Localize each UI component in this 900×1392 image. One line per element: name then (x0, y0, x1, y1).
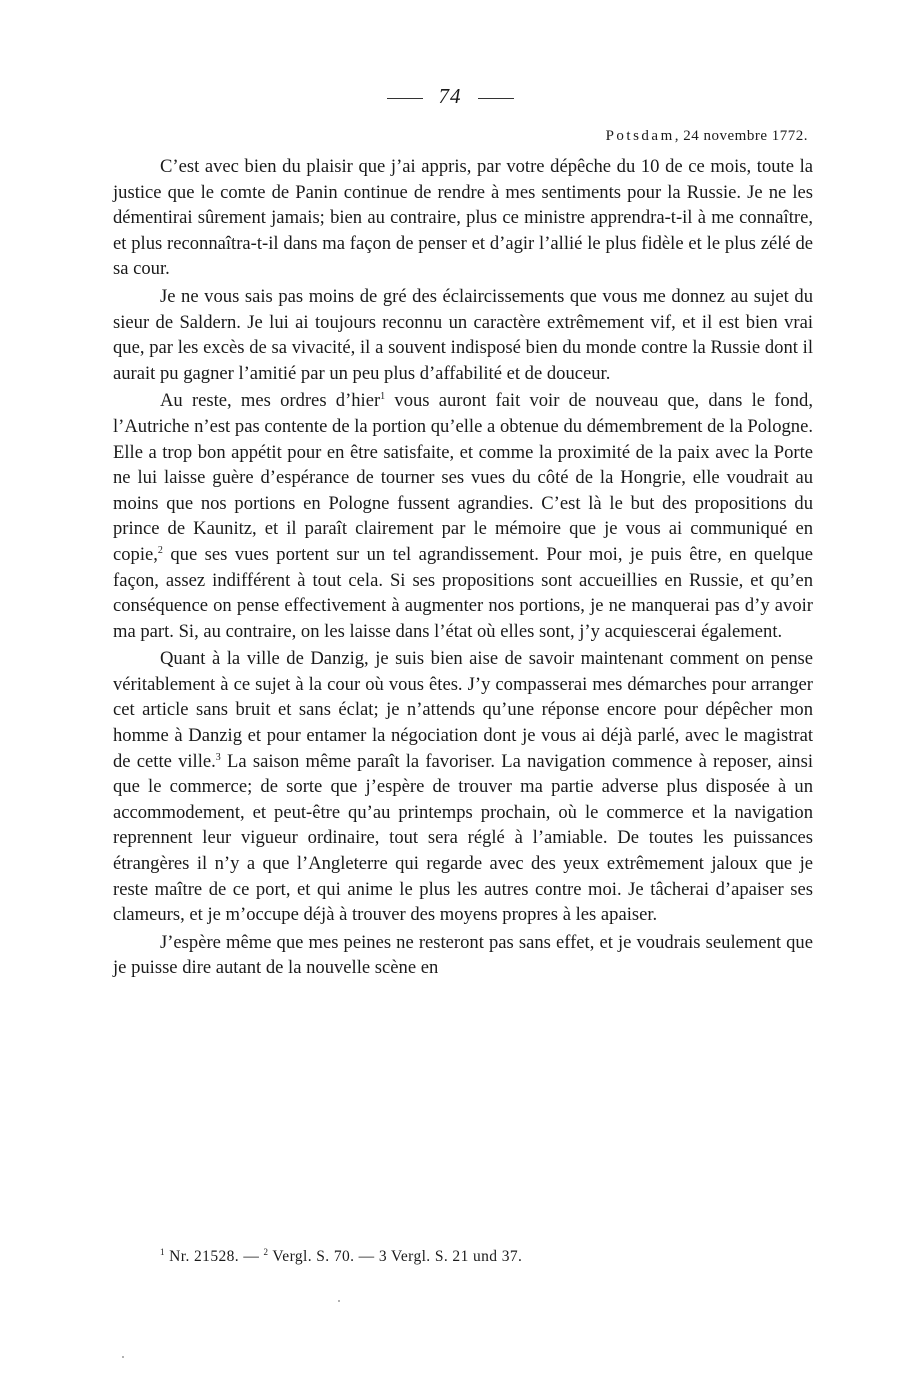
footnote-3-text: 3 Vergl. S. 21 und 37. (378, 1248, 523, 1265)
paragraph-text: Au reste, mes ordres d’hier (160, 390, 381, 412)
paragraph-text: Je ne vous sais pas moins de gré des éclaircissements que vous me donnez au sujet du sieur de Saldern. Je lui ai toujours reconnu un caractère extrêmement vif, et il est bien vrai que, par les excès de sa vivacité, il a souvent indisposé bien du monde contre la Russie dont il aurait pu gagner l’amitié par un peu plus d’affabilité et de douceur. (113, 285, 813, 384)
footnote-1-text: Nr. 21528. — (164, 1248, 264, 1265)
paper-speck (338, 1300, 340, 1302)
paragraph-text: que ses vues portent sur un tel agrandissement. Pour moi, je puis être, en quelque façon, assez indifférent à tout cela. Si ses propositions sont accueillies en Russie, et qu’en conséquence on pense effectivement à augmenter nos portions, je ne manquerai pas d’y avoir ma part. Si, au contraire, on les laisse dans l’état où elles sont, j’y acquiescerai également. (113, 543, 813, 642)
dateline (606, 128, 808, 145)
paragraph-text: La saison même paraît la favoriser. La navigation commence à reposer, ainsi que le commerce; de sorte que j’espère de trouver ma partie adverse plus disposée à un accommodement, et peut-être qu’au printemps prochain, où le commerce et la navigation reprennent leur vigueur ordinaire, tout sera réglé à l’amiable. De toutes les puissances étrangères il n’y a que l’Angleterre qui regarde avec des yeux extrêmement jaloux que je reste maître de ce port, et qui anime le plus les autres contre moi. Je tâcherai d’apaiser ses clameurs, et je m’occupe déjà à trouver des moyens propres à les apaiser. (113, 750, 813, 926)
header-rule-left (387, 98, 423, 99)
footnote-mark: 1 (380, 391, 386, 403)
paragraph-text: J’espère même que mes peines ne resteront pas sans effet, et je voudrais seulement que je puisse dire autant de la nouvelle scène en (113, 931, 813, 979)
paragraph-3 (113, 388, 813, 644)
page-number: 74 (438, 84, 462, 108)
footnote-mark: 3 (215, 751, 221, 763)
header-rule-right (478, 98, 514, 99)
footnotes (160, 1248, 820, 1266)
footnote-2-text: Vergl. S. 70. — (268, 1248, 379, 1265)
footnote-2-mark: 2 (263, 1247, 269, 1257)
paragraph-text: C’est avec bien du plaisir que j’ai appris, par votre dépêche du 10 de ce mois, toute la justice que le comte de Panin continue de rendre à mes sentiments pour la Russie. Je ne les démentirai sûrement jamais; bien au contraire, plus ce ministre apprendra-t-il à me connaître, et plus reconnaîtra-t-il dans ma façon de penser et d’agir l’allié le plus fidèle et le plus zélé de sa cour. (113, 156, 813, 280)
letter-body (113, 154, 813, 983)
footnote-1-mark: 1 (160, 1247, 165, 1257)
paper-speck (122, 1356, 124, 1358)
page-header (0, 84, 900, 109)
paragraph-5 (113, 930, 813, 981)
footnote-mark: 2 (157, 544, 163, 556)
dateline-date: , 24 novembre 1772. (674, 128, 808, 144)
dateline-place: Potsdam (605, 128, 675, 144)
paragraph-4 (113, 646, 813, 928)
paragraph-2 (113, 284, 813, 386)
paragraph-1 (113, 154, 813, 282)
paragraph-text: Quant à la ville de Danzig, je suis bien aise de savoir maintenant comment on pense véritablement à ce sujet à la cour où vous êtes. J’y compasserai mes démarches pour arranger cet article sans bruit et sans éclat; je n’attends qu’une réponse encore pour dépêcher mon homme à Danzig et pour entamer la négociation dont je vous ai déjà parlé, avec le magistrat de cette ville. (113, 648, 813, 772)
paragraph-text: vous auront fait voir de nouveau que, dans le fond, l’Autriche n’est pas contente de la portion qu’elle a obtenue du démembrement de la Pologne. Elle a trop bon appétit pour en être satisfaite, et comme la proximité de la paix avec la Porte ne lui laisse guère d’espérance de tourner ses vues du côté de la Hongrie, elle voudrait au moins que nos portions en Pologne fussent agrandies. C’est là le but des propositions du prince de Kaunitz, et il paraît clairement par le mémoire que je vous ai communiqué en copie, (113, 390, 813, 565)
